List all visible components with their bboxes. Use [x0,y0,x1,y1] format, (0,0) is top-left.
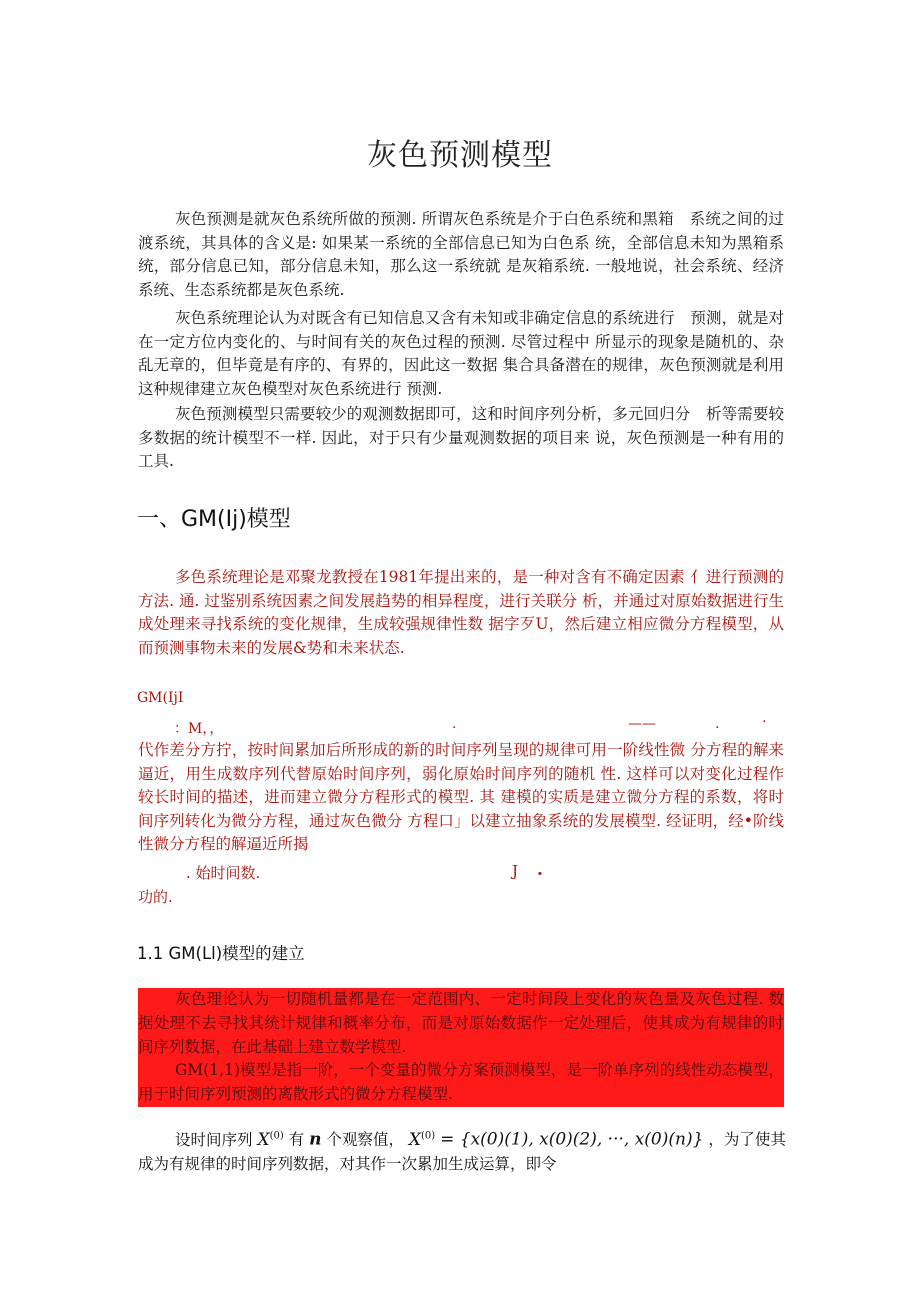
fragment-1: . 始时间数. [186,864,261,882]
garbled-dot-3: · [762,714,767,730]
math-x0 [257,1130,283,1150]
formula-post: ，为了使其成为有规律的时间序列数据，对其作一次累加生成运算，即令 [138,1130,786,1173]
highlighted-paragraph-1: 灰色理论认为一切随机量都是在一定范围内、一定时间段上变化的灰色量及灰色过程. 数据处理不去寻找其统计规律和概率分布，而是对原始数据作一定处理后，使其成为有规律的时间序列数据，在此基础上建立数学模型. [138,988,784,1059]
formula-paragraph [138,1124,798,1176]
garbled-line: ：M，， [174,721,224,737]
section-heading-gm11: 一、GM(Ij)模型 [137,507,291,532]
page-title: 灰色预测模型 [367,138,553,173]
section-paragraph-1: 多色系统理论是邓聚龙教授在1981年提出来的，是一种对含有不确定因素 亻进行预测的方法. 通. 过鉴别系统因素之间发展趋势的相异程度，进行关联分 析，并通过对原始数据进行生成处理来寻找系统的变化规律，生成较强规律性数 据字歹U，然后建立相应微分方程模型，从而预测事物未来的发展&势和未来状态. [138,568,784,657]
intro-paragraph-1: 灰色预测是就灰色系统所做的预测. 所谓灰色系统是介于白色系统和黑箱 系统之间的过渡系统，其具体的含义是: 如果某一系统的全部信息已知为白色系 统，全部信息未知为黑箱系统，部分信息已知，部分信息未知，那么这一系统就 是灰箱系统. 一般地说，社会系统、经济系统、生态系统都是灰色系统. [138,210,784,299]
math-x0-set [409,1130,435,1150]
formula-mid2: 个观察值， [326,1130,404,1149]
fragment-2: J [512,862,519,880]
math-equation: = {x(0)(1), x(0)(2), ···, x(0)(n)} [440,1129,704,1150]
highlighted-paragraph-2: GM(1,1)模型是指一阶，一个变量的微分方案预测模型，是一阶单序列的线性动态模型，用于时间序列预测的离散形式的微分方程模型. [138,1059,784,1107]
garbled-dot-2: . [715,716,720,732]
intro-paragraph-3: 灰色预测模型只需要较少的观测数据即可，这和时间序列分析，多元回归分 析等需要较多数据的统计模型不一样. 因此，对于只有少量观测数据的项目来 说，灰色预测是一种有用的工具. [138,405,784,471]
formula-prefix: 设时间序列 [175,1130,253,1149]
math-var-2: X [408,1129,421,1150]
fragment-4: 功的. [138,888,173,906]
math-n: n [309,1129,322,1150]
intro-paragraph-2: 灰色系统理论认为对既含有已知信息又含有未知或非确定信息的系统进行 预测，就是对在一定方位内变化的、与时间有关的灰色过程的预测. 尽管过程中 所显示的现象是随机的、杂乱无章的，但毕竟是有序的、有界的，因此这一数据 集合具备潜在的规律，灰色预测就是利用这种规律建立灰色模型对灰色系统进行 预测. [138,309,784,398]
garbled-dot-1: . [452,716,457,732]
section-paragraph-2: 代作差分方拧，按时间累加后所形成的新的时间序列呈现的规律可用一阶线性微 分方程的解来逼近，用生成数序列代替原始时间序列，弱化原始时间序列的随机 性. 这样可以对变化过程作较长时间的描述，进而建立微分方程形式的模型. 其 建模的实质是建立微分方程的系数，将时间序列转化为微分方程，通过灰色微分 方程口」以建立抽象系统的发展模型. 经证明，经•阶线性微分方程的解逼近所揭 [138,741,784,854]
garbled-dash: —— [628,716,656,732]
math-sup: (0) [269,1130,284,1141]
formula-mid: 有 [288,1130,305,1149]
gm-label: GM(IjI [137,690,184,706]
math-var: X [257,1129,270,1150]
fragment-3: . [537,860,543,880]
subsection-heading-1-1: 1.1 GM(Ll)模型的建立 [137,944,305,963]
math-sup-2: (0) [421,1130,436,1141]
highlighted-block [138,988,784,1107]
